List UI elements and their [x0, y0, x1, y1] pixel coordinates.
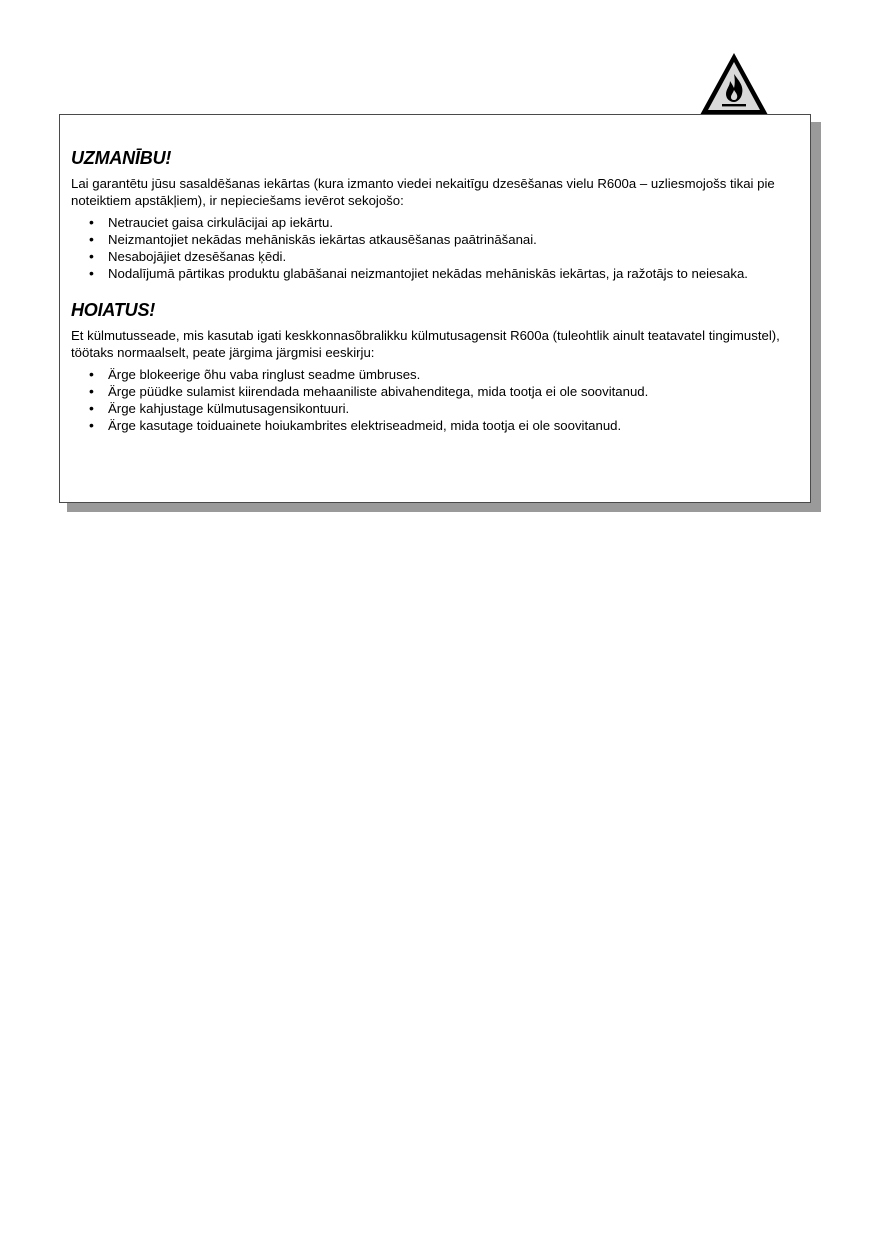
list-item: • Neizmantojiet nekādas mehāniskās iekārtas atkausēšanas paātrināšanai. — [108, 231, 798, 248]
list-item: • Nesabojājiet dzesēšanas ķēdi. — [108, 248, 798, 265]
section-intro: Et külmutusseade, mis kasutab igati keskkonnasõbralikku külmutusagensit R600a (tuleohtlik ainult teatavatel tingimustel), töötaks normaalselt, peate järgima järgmisi eeskirju: — [71, 328, 780, 360]
estonian-warning-section — [71, 299, 798, 434]
instruction-list — [71, 366, 798, 434]
list-item: • Ärge blokeerige õhu vaba ringlust seadme ümbruses. — [108, 366, 798, 383]
safety-notice-box — [59, 114, 811, 503]
list-item: • Nodalījumā pārtikas produktu glabāšanai neizmantojiet nekādas mehāniskās iekārtas, ja ražotājs to neiesaka. — [108, 265, 798, 282]
list-item: • Ärge püüdke sulamist kiirendada mehaaniliste abivahenditega, mida tootja ei ole soovitanud. — [108, 383, 798, 400]
section-heading: HOIATUS! — [71, 300, 156, 320]
section-intro: Lai garantētu jūsu sasaldēšanas iekārtas (kura izmanto viedei nekaitīgu dzesēšanas vielu R600a – uzliesmojošs tikai pie noteiktiem apstākļiem), ir nepieciešams ievērot sekojošo: — [71, 176, 775, 208]
instruction-list — [71, 214, 798, 282]
section-heading: UZMANĪBU! — [71, 148, 172, 168]
flammable-warning-icon — [697, 50, 771, 118]
list-item: • Netrauciet gaisa cirkulācijai ap iekārtu. — [108, 214, 798, 231]
list-item: • Ärge kahjustage külmutusagensikontuuri. — [108, 400, 798, 417]
list-item: • Ärge kasutage toiduainete hoiukambrites elektriseadmeid, mida tootja ei ole soovitanud. — [108, 417, 798, 434]
latvian-warning-section — [71, 147, 798, 282]
